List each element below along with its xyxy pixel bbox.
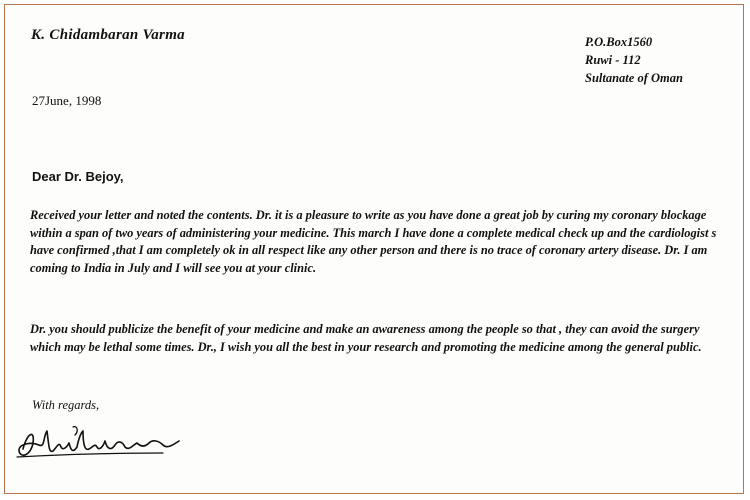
closing: With regards, (32, 398, 100, 412)
salutation: Dear Dr. Bejoy, (32, 169, 124, 184)
letter-date: 27June, 1998 (32, 93, 102, 108)
sender-name: K. Chidambaran Varma (31, 27, 185, 43)
address-line-city: Ruwi - 112 (585, 53, 641, 67)
letter-frame (4, 4, 744, 494)
sender-address (585, 33, 683, 87)
handwritten-signature (13, 417, 213, 467)
address-line-country: Sultanate of Oman (585, 71, 683, 85)
body-paragraph-2: Dr. you should publicize the benefit of your medicine and make an awareness among the people so that , they can avoid the surgery which may be lethal some times. Dr., I wish you all the best in your research and promoting the medicine among the general public. (30, 322, 702, 354)
address-line-pobox: P.O.Box1560 (585, 35, 653, 49)
body-paragraph-1: Received your letter and noted the contents. Dr. it is a pleasure to write as you have done a great job by curing my coronary blockage within a span of two years of administering your medicine. This march I have done a complete medical check up and the cardiologist s have confirmed ,that I am completely ok in all respect like any other person and there is no trace of coronary artery disease. Dr. I am coming to India in July and I will see you at your clinic. (30, 208, 717, 275)
